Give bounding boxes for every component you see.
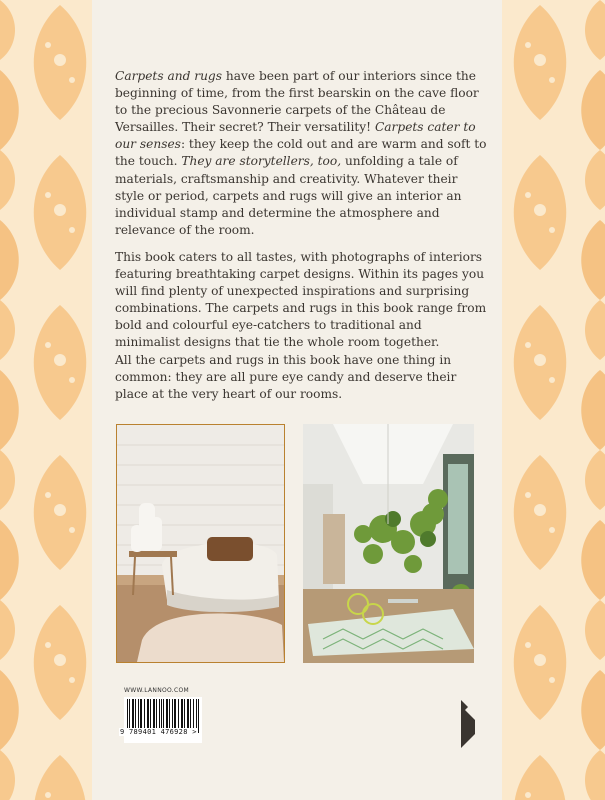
isbn-digits: 9 789401 476928 > — [120, 728, 197, 736]
body-text — [115, 68, 487, 413]
interior-photo-plants — [303, 424, 474, 663]
interior-photo-sofa — [116, 424, 285, 663]
text-span: All the carpets and rugs in this book have one thing in common: they are all pure eye candy and deserve their place at the very heart of our rooms. — [115, 352, 457, 401]
text-span: unfolding a tale of materials, craftsmanship and creativity. Whatever their style or period, carpets and rugs will give an interior an individual stamp and determine the atmosphere and relevance of the room. — [115, 154, 462, 237]
paragraph-third — [115, 352, 487, 403]
text-span: This book caters to all tastes, with photographs of interiors featuring breathtaking carpet designs. Within its pages you will find plenty of unexpected inspirations and surprising combinations. The carpets and rugs in this book range from bold and colourful eye-catchers to traditional and minimalist designs that tie the whole room together. — [115, 249, 487, 350]
text-span: : they keep the cold out and are warm and soft to the touch. — [115, 137, 487, 169]
publisher-logo-icon — [457, 700, 479, 748]
italic-phrase: They are storytellers, too, — [181, 154, 342, 169]
isbn-barcode — [124, 697, 202, 743]
text-span: have been part of our interiors since the beginning of time, from the first bearskin on the cave floor to the precious Savonnerie carpets of the Château de Versailles. Their secret? Their versatility! — [115, 69, 479, 135]
italic-phrase: Carpets and rugs — [115, 69, 222, 83]
paragraph-intro — [115, 68, 487, 239]
italic-phrase: Carpets cater to our senses — [115, 120, 476, 152]
paragraph-second — [115, 249, 487, 352]
publisher-url: WWW.LANNOO.COM — [124, 687, 189, 694]
